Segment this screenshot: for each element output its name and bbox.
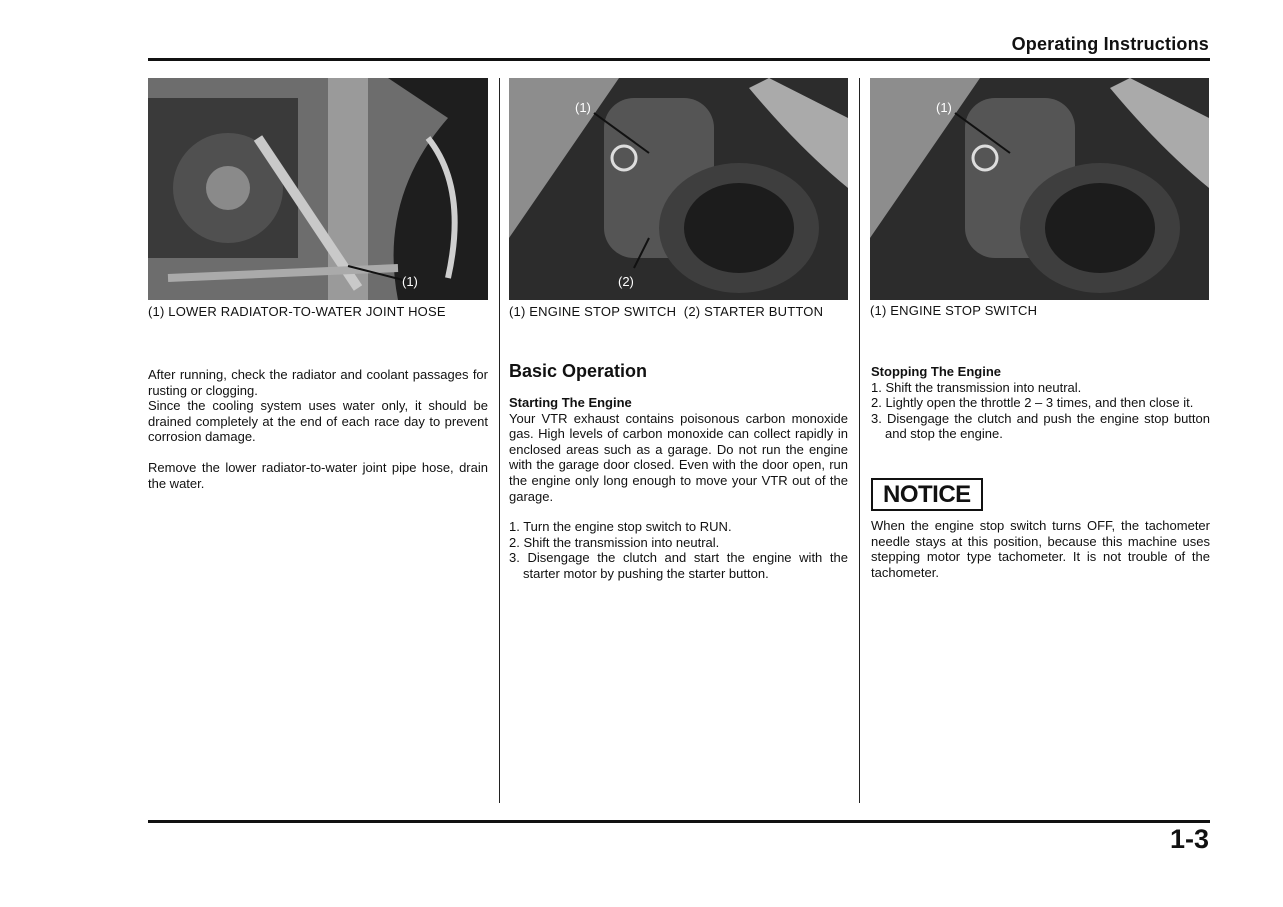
subheading: Starting The Engine [509, 395, 632, 410]
notice-label: NOTICE [871, 478, 983, 511]
photo-callout-1: (1) [575, 100, 591, 115]
photo-callout-2: (2) [618, 274, 634, 289]
step-item: 1. Turn the engine stop switch to RUN. [509, 519, 732, 535]
column1-body [148, 367, 488, 491]
radiator-hose-photo [148, 78, 488, 300]
column3-steps-block [871, 364, 1210, 442]
step-item: 2. Lightly open the throttle 2 – 3 times, and then close it. [871, 395, 1194, 411]
notice-text: When the engine stop switch turns OFF, the tachometer needle stays at this position, because this machine uses stepping motor type tachometer. It is not trouble of the tachometer. [871, 518, 1210, 580]
starting-steps [509, 519, 848, 581]
section-heading: Basic Operation [509, 361, 648, 381]
header-rule [148, 58, 1210, 61]
stopping-steps [871, 380, 1210, 442]
paragraph: Your VTR exhaust contains poisonous carbon monoxide gas. High levels of carbon monoxide can collect rapidly in enclosed areas such as a garage. Do not run the engine with the garage door closed. Even with the door open, run the engine only long enough to move your VTR out of the garage. [509, 410, 848, 504]
column-divider-2 [859, 78, 860, 803]
paragraph: Since the cooling system uses water only, it should be drained completely at the end of each race day to prevent corrosion damage. [148, 398, 488, 445]
step-item: 3. Disengage the clutch and push the engine stop button and stop the engine. [871, 410, 1210, 442]
column-divider-1 [499, 78, 500, 803]
step-item: 1. Shift the transmission into neutral. [871, 379, 1082, 395]
column1-caption: (1) LOWER RADIATOR-TO-WATER JOINT HOSE [148, 304, 446, 319]
paragraph: After running, check the radiator and coolant passages for rusting or clogging. [148, 367, 488, 398]
step-item: 2. Shift the transmission into neutral. [509, 534, 720, 550]
engine-stop-starter-photo [509, 78, 848, 300]
subheading: Stopping The Engine [871, 364, 1001, 379]
footer-rule [148, 820, 1210, 823]
column3-caption: (1) ENGINE STOP SWITCH [870, 303, 1038, 318]
photo-callout-1: (1) [402, 274, 418, 289]
engine-stop-switch-photo [870, 78, 1209, 300]
column2-body [509, 395, 848, 582]
paragraph: Remove the lower radiator-to-water joint pipe hose, drain the water. [148, 459, 488, 491]
photo-callout-1: (1) [936, 100, 952, 115]
section-title: Operating Instructions [1011, 34, 1209, 54]
column2-caption: (1) ENGINE STOP SWITCH (2) STARTER BUTTON [509, 304, 824, 319]
page-number: 1-3 [1169, 824, 1209, 854]
step-item: 3. Disengage the clutch and start the engine with the starter motor by pushing the starter button. [509, 550, 848, 581]
